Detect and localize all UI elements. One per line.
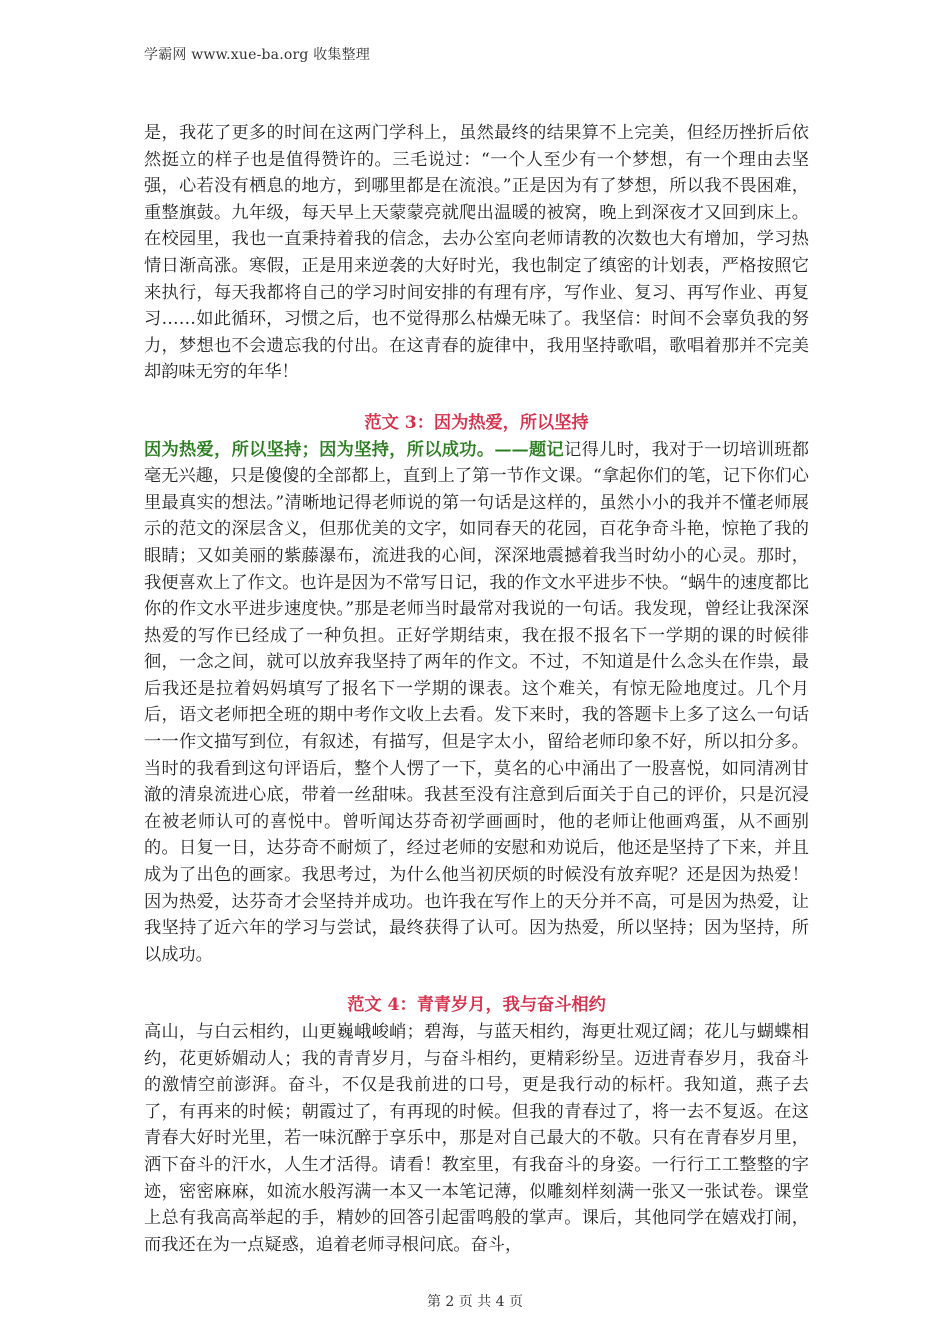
section-4-title: 范文 4：青青岁月，我与奋斗相约 [347,995,606,1016]
paragraph-continued: 是，我花了更多的时间在这两门学科上，虽然最终的结果算不上完美，但经历挫折后依然挺立的样子也是值得赞许的。三毛说过：“一个人至少有一个梦想，有一个理由去坚强，心若没有栖息的地方，到哪里都是在流浪。”正是因为有了梦想，所以我不畏困难，重整旗鼓。九年级，每天早上天蒙蒙亮就爬出温暖的被窝，晚上到深夜才又回到床上。在校园里，我也一直秉持着我的信念，去办公室向老师请教的次数也大有增加，学习热情日渐高涨。寒假，正是用来逆袭的大好时光，我也制定了缜密的计划表，严格按照它来执行，每天我都将自己的学习时间安排的有理有序，写作业、复习、再写作业、再复习……如此循环，习惯之后，也不觉得那么枯燥无味了。我坚信：时间不会辜负我的努力，梦想也不会遗忘我的付出。在这青春的旋律中，我用坚持歌唱，歌唱着那并不完美却韵味无穷的年华！ [144,123,809,383]
spacer [144,968,809,992]
document-body [144,120,809,1258]
page-footer: 第 2 页 共 4 页 [426,1294,524,1310]
section-3-title: 范文 3：因为热爱，所以坚持 [364,412,589,433]
section-4-body: 高山，与白云相约，山更巍峨峻峭；碧海，与蓝天相约，海更壮观辽阔；花儿与蝴蝶相约，花更娇媚动人；我的青青岁月，与奋斗相约，更精彩纷呈。迈进青春岁月，我奋斗的激情空前澎湃。奋斗，不仅是我前进的口号，更是我行动的标杆。我知道，燕子去了，有再来的时候；朝霞过了，有再现的时候。但我的青春过了，将一去不复返。在这青春大好时光里，若一味沉醉于享乐中，那是对自己最大的不敬。只有在青春岁月里，洒下奋斗的汗水，人生才活得。请看！教室里，有我奋斗的身姿。一行行工工整整的字迹，密密麻麻，如流水般泻满一本又一本笔记薄，似雕刻样刻满一张又一张试卷。课堂上总有我高高举起的手，精妙的回答引起雷鸣般的掌声。课后，其他同学在嬉戏打闹，而我还在为一点疑惑，追着老师寻根问底。奋斗， [144,1022,809,1255]
page-header: 学霸网 www.xue-ba.org 收集整理 [144,47,371,63]
section-3-body: 记得儿时，我对于一切培训班都毫无兴趣，只是傻傻的全部都上，直到上了第一节作文课。“拿起你们的笔，记下你们心里最真实的想法。”清晰地记得老师说的第一句话是这样的，虽然小小的我并不懂老师展示的范文的深层含义，但那优美的文字，如同春天的花园，百花争奇斗艳，惊艳了我的眼睛；又如美丽的紫藤瀑布，流进我的心间，深深地震撼着我当时幼小的心灵。那时，我便喜欢上了作文。也许是因为不常写日记，我的作文水平进步不快。“蜗牛的速度都比你的作文水平进步速度快。”那是老师当时最常对我说的一句话。我发现，曾经让我深深热爱的写作已经成了一种负担。正好学期结束，我在报不报名下一学期的课的时候徘徊，一念之间，就可以放弃我坚持了两年的作文。不过，不知道是什么念头在作祟，最后我还是拉着妈妈填写了报名下一学期的课表。这个难关，有惊无险地度过。几个月后，语文老师把全班的期中考作文收上去看。发下来时，我的答题卡上多了这么一句话一一作文描写到位，有叙述，有描写，但是字太小，留给老师印象不好，所以扣分多。当时的我看到这句评语后，整个人愣了一下，莫名的心中涌出了一股喜悦，如同清冽甘澈的清泉流进心底，带着一丝甜味。我甚至没有注意到后面关于自己的评价，只是沉浸在被老师认可的喜悦中。曾听闻达芬奇初学画画时，他的老师让他画鸡蛋，从不画别的。日复一日，达芬奇不耐烦了，经过老师的安慰和劝说后，他还是坚持了下来，并且成为了出色的画家。我思考过，为什么他当初厌烦的时候没有放弃呢？还是因为热爱！因为热爱，达芬奇才会坚持并成功。也许我在写作上的天分并不高，可是因为热爱，让我坚持了近六年的学习与尝试，最终获得了认可。因为热爱，所以坚持；因为坚持，所以成功。 [144,439,809,965]
section-3-paragraph [144,437,809,969]
section-3-epigraph: 因为热爱，所以坚持；因为坚持，所以成功。——题记 [144,439,565,460]
spacer [144,386,809,410]
